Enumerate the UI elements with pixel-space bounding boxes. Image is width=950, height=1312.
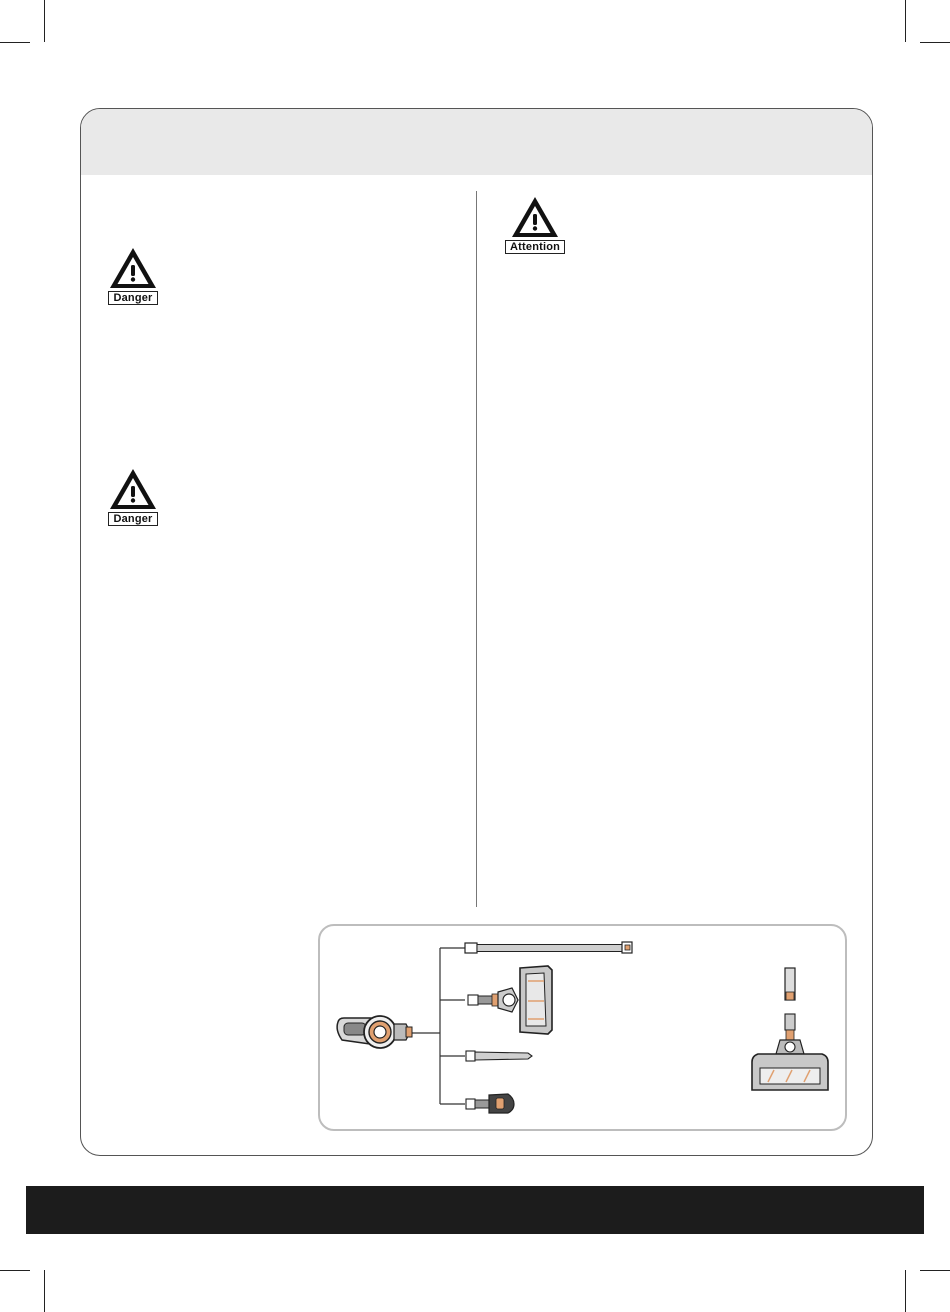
crop-mark-top-left-h <box>0 42 30 43</box>
accessories-diagram <box>318 924 847 1131</box>
panel-header-band <box>81 109 872 175</box>
crop-mark-bottom-left-h <box>0 1270 30 1271</box>
attention-label: Attention <box>505 240 565 254</box>
accessories-illustration <box>320 926 845 1129</box>
crop-mark-bottom-right-v <box>905 1270 906 1312</box>
warning-triangle-icon <box>108 467 158 511</box>
danger-warning-1 <box>108 246 158 305</box>
danger-label: Danger <box>108 512 157 526</box>
motorized-floor-brush-icon <box>468 966 552 1034</box>
crop-mark-bottom-left-v <box>44 1270 45 1312</box>
assembled-floor-brush-icon <box>752 968 828 1090</box>
column-divider <box>476 191 477 907</box>
footer-bar <box>26 1186 924 1234</box>
connector-lines <box>410 948 465 1104</box>
crevice-tool-icon <box>466 1051 532 1061</box>
crop-mark-top-right-v <box>905 0 906 42</box>
handheld-unit-icon <box>337 1016 412 1048</box>
warning-triangle-icon <box>108 246 158 290</box>
danger-label: Danger <box>108 291 157 305</box>
crop-mark-top-left-v <box>44 0 45 42</box>
crop-mark-bottom-right-h <box>920 1270 950 1271</box>
warning-triangle-icon <box>510 195 560 239</box>
danger-warning-2 <box>108 467 158 526</box>
attention-warning <box>505 195 565 254</box>
brush-adapter-icon <box>466 1094 514 1113</box>
crop-mark-top-right-h <box>920 42 950 43</box>
extension-tube-icon <box>465 942 632 953</box>
